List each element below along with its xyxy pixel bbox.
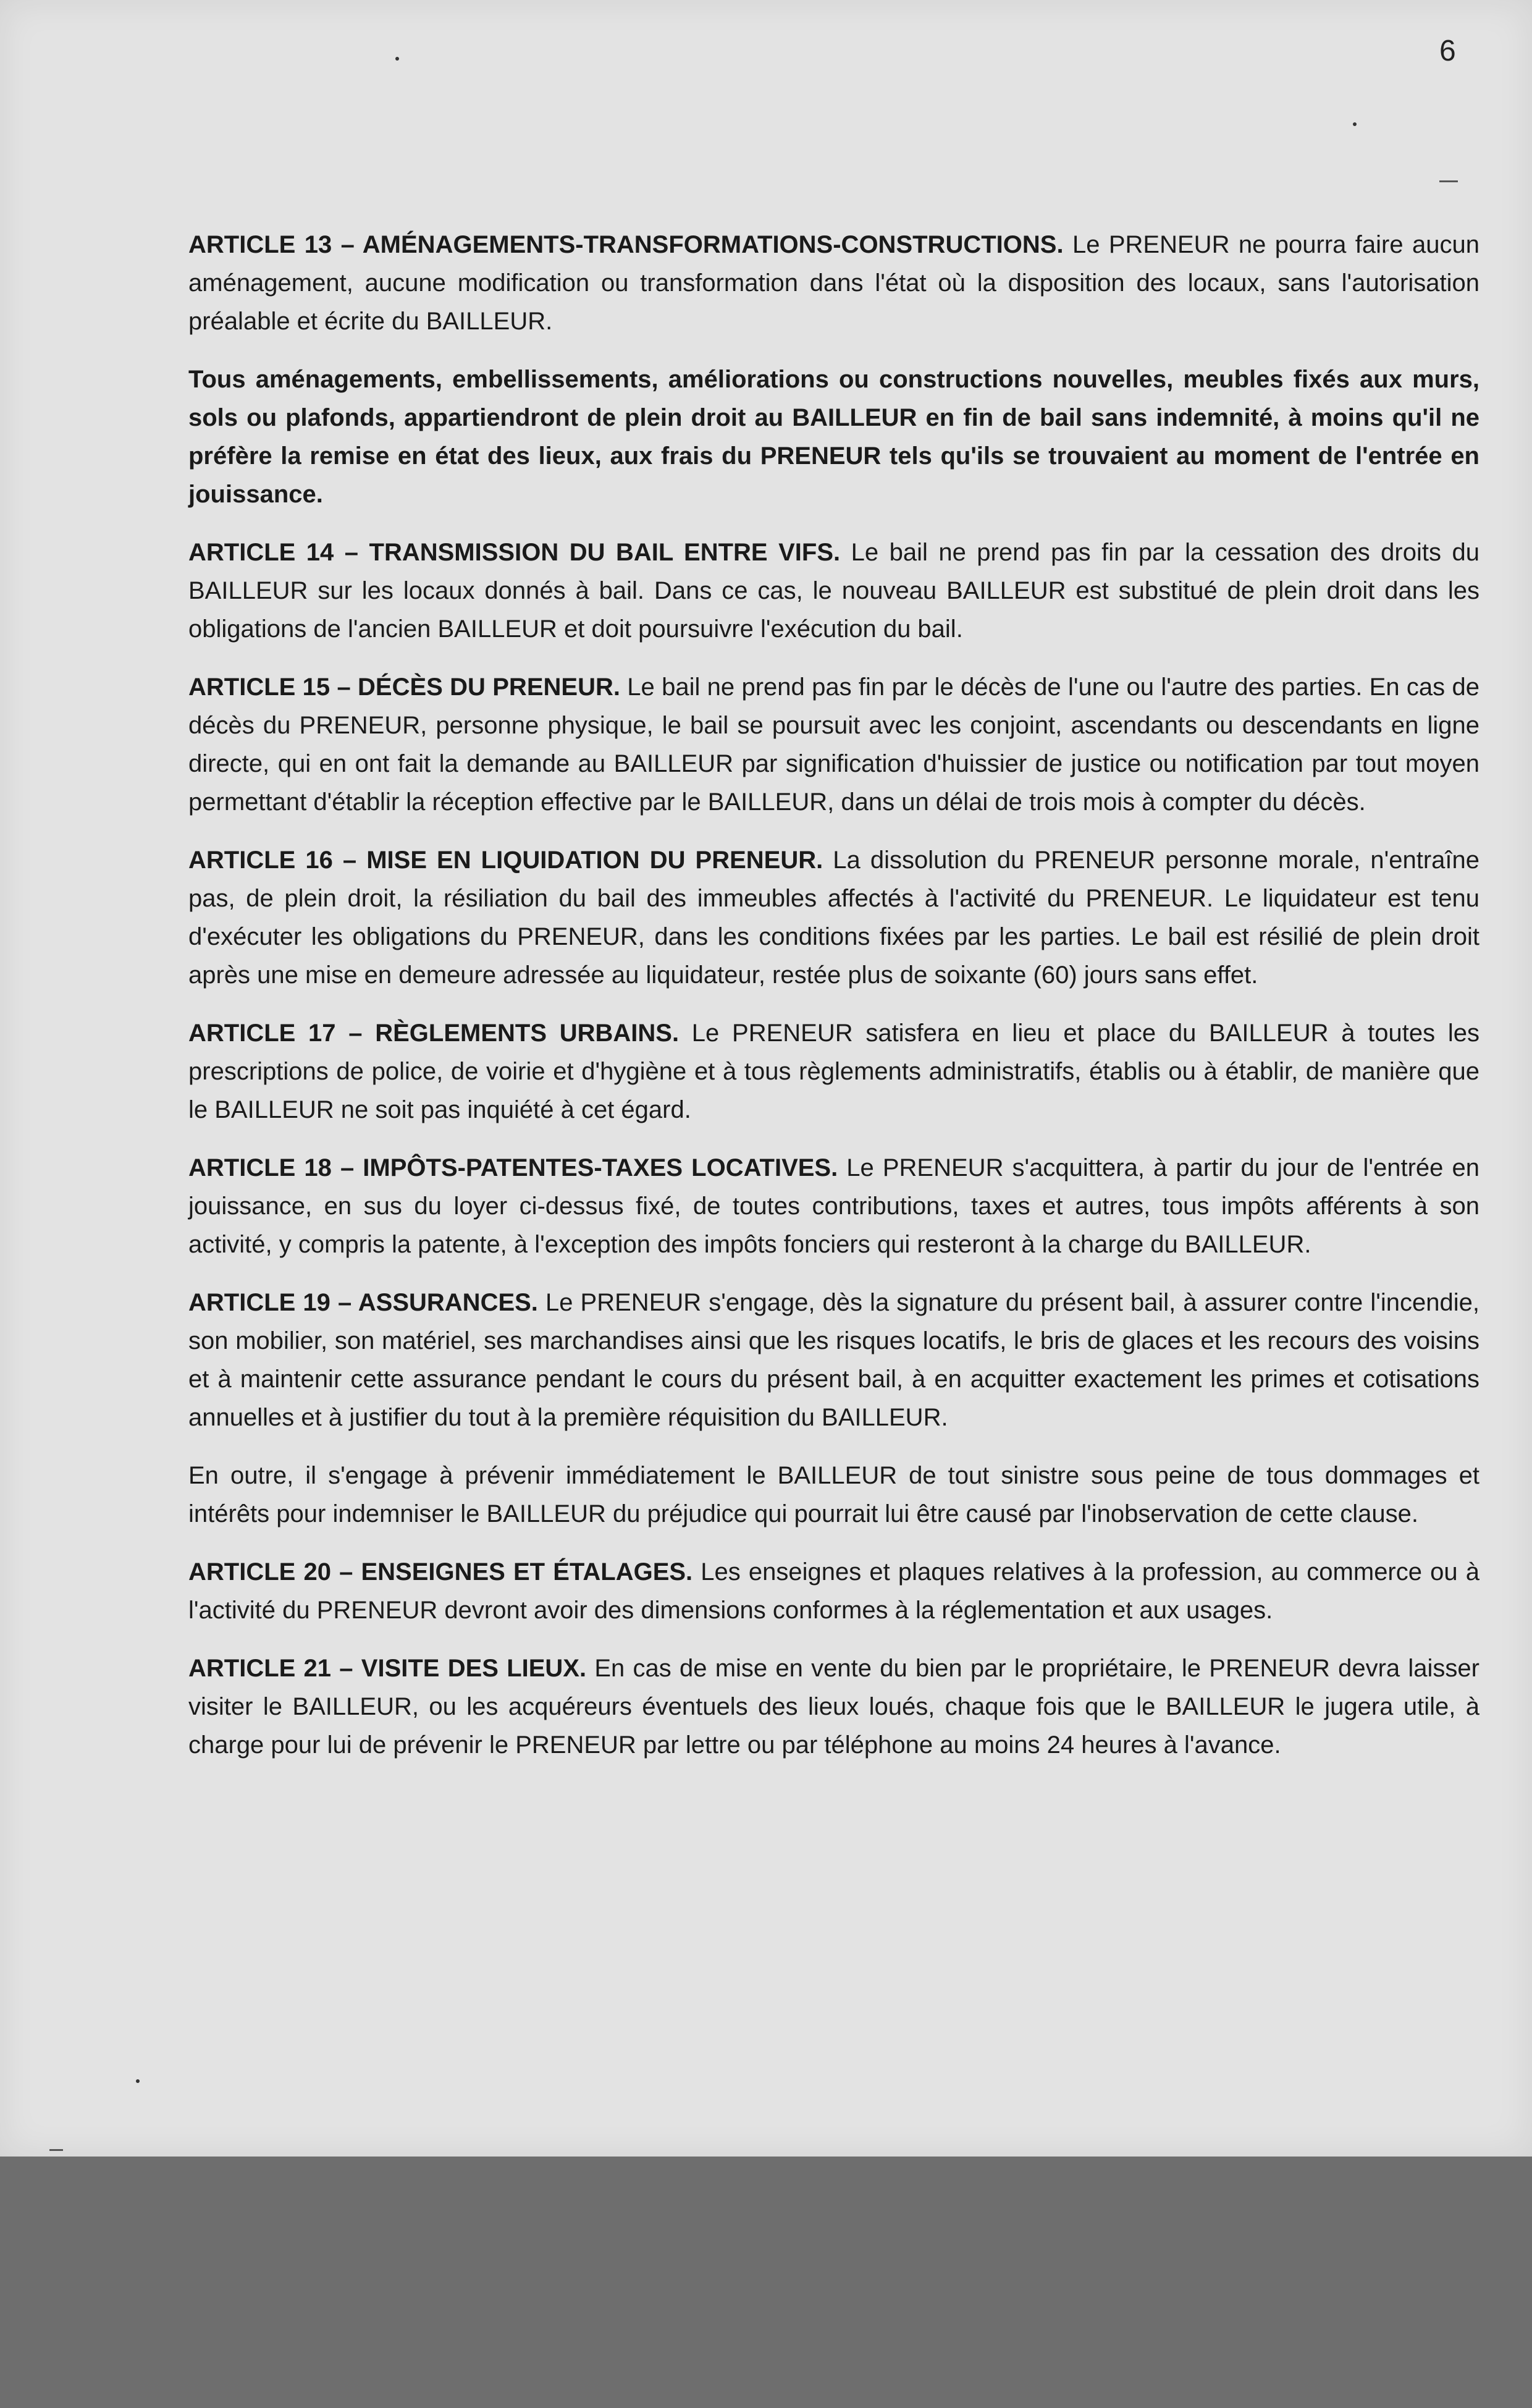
- article-16: [188, 841, 1479, 994]
- article-heading: ARTICLE 16 – MISE EN LIQUIDATION DU PRENEUR.: [188, 847, 823, 874]
- article-heading: ARTICLE 17 – RÈGLEMENTS URBAINS.: [188, 1020, 680, 1047]
- article-text: Les enseignes et plaques relatives à la profession, au commerce ou à l'activité du PRENEUR devront avoir des dimensions conformes à la réglementation et aux usages.: [188, 1558, 1480, 1624]
- article-15: [188, 668, 1479, 821]
- article-heading: ARTICLE 18 – IMPÔTS-PATENTES-TAXES LOCATIVES.: [188, 1154, 838, 1181]
- article-text: Le bail ne prend pas fin par le décès de l'une ou l'autre des parties. En cas de décès du PRENEUR, personne physique, le bail se poursuit avec les conjoint, ascendants ou descendants en ligne directe, qui en ont fait la demande au BAILLEUR par signification d'huissier de justice ou notification par tout moyen permettant d'établir la réception effective par le BAILLEUR, dans un délai de trois mois à compter du décès.: [188, 674, 1479, 816]
- article-19-notice: En outre, il s'engage à prévenir immédiatement le BAILLEUR de tout sinistre sous peine de tous dommages et intérêts pour indemniser le BAILLEUR du préjudice qui pourrait lui être causé par l'inobservation de cette clause.: [188, 1462, 1479, 1527]
- article-heading: ARTICLE 13 – AMÉNAGEMENTS-TRANSFORMATIONS-CONSTRUCTIONS.: [188, 231, 1064, 258]
- article-13: [188, 226, 1479, 340]
- article-heading: ARTICLE 19 – ASSURANCES.: [188, 1289, 538, 1316]
- page-number: 6: [1439, 35, 1456, 67]
- document-body: [188, 226, 1479, 1784]
- scan-mark: [49, 2149, 63, 2151]
- article-21: [188, 1649, 1479, 1764]
- article-heading: ARTICLE 20 – ENSEIGNES ET ÉTALAGES.: [188, 1558, 693, 1586]
- article-text: La dissolution du PRENEUR personne morale, n'entraîne pas, de plein droit, la résiliation du bail des immeubles affectés à l'activité du PRENEUR. Le liquidateur est tenu d'exécuter les obligations du PRENEUR, dans les conditions fixées par les parties. Le bail est résilié de plein droit après une mise en demeure adressée au liquidateur, restée plus de soixante (60) jours sans effet.: [188, 847, 1480, 989]
- article-18: [188, 1149, 1479, 1264]
- article-heading: ARTICLE 21 – VISITE DES LIEUX.: [188, 1655, 587, 1682]
- article-heading: ARTICLE 15 – DÉCÈS DU PRENEUR.: [188, 674, 620, 701]
- article-text: Le PRENEUR ne pourra faire aucun aménagement, aucune modification ou transformation dans l'état où la disposition des locaux, sans l'autorisation préalable et écrite du BAILLEUR.: [188, 231, 1479, 335]
- article-text: Le bail ne prend pas fin par la cessation des droits du BAILLEUR sur les locaux donnés à bail. Dans ce cas, le nouveau BAILLEUR est substitué de plein droit dans les obligations de l'ancien BAILLEUR et doit poursuivre l'exécution du bail.: [188, 539, 1479, 643]
- article-text: Le PRENEUR s'acquittera, à partir du jour de l'entrée en jouissance, en sus du loyer ci-dessus fixé, de toutes contributions, taxes et autres, tous impôts afférents à son activité, y compris la patente, à l'exception des impôts fonciers qui resteront à la charge du BAILLEUR.: [188, 1154, 1479, 1258]
- article-19: [188, 1283, 1479, 1437]
- scan-speck: [395, 57, 399, 61]
- article-14: [188, 533, 1479, 648]
- article-text: Le PRENEUR s'engage, dès la signature du présent bail, à assurer contre l'incendie, son mobilier, son matériel, ses marchandises ainsi que les risques locatifs, le bris de glaces et les recours des voisins et à maintenir cette assurance pendant le cours du présent bail, à en acquitter exactement les primes et cotisations annuelles et à justifier du tout à la première réquisition du BAILLEUR.: [188, 1289, 1479, 1431]
- scan-mark: [1439, 180, 1458, 182]
- article-text: En cas de mise en vente du bien par le propriétaire, le PRENEUR devra laisser visiter le BAILLEUR, ou les acquéreurs éventuels des lieux loués, chaque fois que le BAILLEUR le jugera utile, à charge pour lui de prévenir le PRENEUR par lettre ou par téléphone au moins 24 heures à l'avance.: [188, 1655, 1479, 1759]
- article-heading: ARTICLE 14 – TRANSMISSION DU BAIL ENTRE VIFS.: [188, 539, 841, 566]
- scan-speck: [136, 2079, 140, 2083]
- scan-speck: [1353, 122, 1357, 126]
- article-13-improvements: Tous aménagements, embellissements, améliorations ou constructions nouvelles, meubles fixés aux murs, sols ou plafonds, appartiendront de plein droit au BAILLEUR en fin de bail sans indemnité, à moins qu'il ne préfère la remise en état des lieux, aux frais du PRENEUR tels qu'ils se trouvaient au moment de l'entrée en jouissance.: [188, 366, 1479, 508]
- article-20: [188, 1553, 1479, 1629]
- article-text: Le PRENEUR satisfera en lieu et place du BAILLEUR à toutes les prescriptions de police, de voirie et d'hygiène et à tous règlements administratifs, établis ou à établir, de manière que le BAILLEUR ne soit pas inquiété à cet égard.: [188, 1020, 1479, 1123]
- article-17: [188, 1014, 1479, 1129]
